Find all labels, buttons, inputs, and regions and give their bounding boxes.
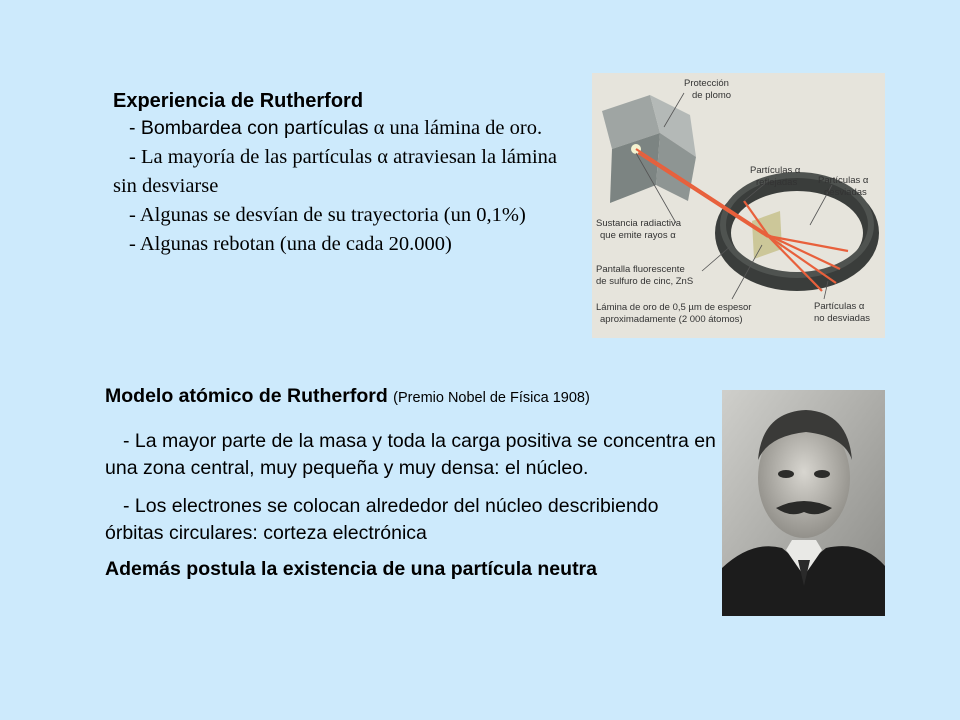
portrait-svg [722,390,885,616]
model-text-block [105,383,717,583]
model-paragraph-3: Además postula la existencia de una partícula neutra [105,558,597,580]
alpha-beam [768,235,840,269]
label-lamina-1: Lámina de oro de 0,5 µm de espesor [596,302,752,313]
label-proteccion-1: Protección [684,78,729,89]
experiment-text-block [113,88,568,259]
label-sustancia-1: Sustancia radiactiva [596,218,682,229]
label-reflejadas-2: reflejadas [756,177,798,188]
label-nodesviadas-1: Partículas α [814,301,865,312]
experiment-line-2-end: atraviesan la lámina sin desviarse [113,146,557,197]
alpha-symbol: α [373,117,385,139]
model-paragraph-2 [105,493,717,547]
label-lamina-2: aproximadamente (2 000 átomos) [600,314,743,325]
experiment-line-1-start: - Bombardea con partículas [129,117,369,139]
experiment-line-4-text: - Algunas rebotan (una de cada 20.000) [129,233,452,255]
rutherford-portrait [722,390,885,616]
model-subtitle: (Premio Nobel de Física 1908) [393,390,590,406]
label-nodesviadas-2: no desviadas [814,313,870,324]
alpha-symbol: α [377,146,388,168]
model-heading [105,383,717,411]
experiment-line-4 [113,230,568,259]
experiment-line-1 [113,114,568,143]
label-desviadas-2: desviadas [824,187,867,198]
portrait-eye-left [778,470,794,478]
model-paragraph-2-text: - Los electrones se colocan alrededor del núcleo describiendo órbitas circulares: corteza electrónica [105,495,659,544]
label-reflejadas-1: Partículas α [750,165,801,176]
label-proteccion-2: de plomo [692,90,732,101]
gold-foil-diagram [592,73,885,338]
portrait-eye-right [814,470,830,478]
label-desviadas-1: Partículas α [818,175,869,186]
experiment-line-2 [113,143,568,201]
model-title: Modelo atómico de Rutherford [105,385,388,407]
experiment-line-1-end: una lámina de oro. [389,117,543,139]
model-paragraph-1-text: - La mayor parte de la masa y toda la carga positiva se concentra en una zona central, muy pequeña y muy densa: el núcleo. [105,430,716,479]
zns-screen-ring [723,183,871,283]
experiment-line-2-start: - La mayoría de las partículas [129,146,373,168]
experiment-title: Experiencia de Rutherford [113,90,364,112]
label-pantalla-1: Pantalla fluorescente [596,264,685,275]
experiment-line-3 [113,201,568,230]
experiment-line-3-text: - Algunas se desvían de su trayectoria (un 0,1%) [129,204,526,226]
model-paragraph-1 [105,428,717,482]
diagram-svg [592,73,885,338]
label-sustancia-2: que emite rayos α [600,230,676,241]
label-pantalla-2: de sulfuro de cinc, ZnS [596,276,694,287]
